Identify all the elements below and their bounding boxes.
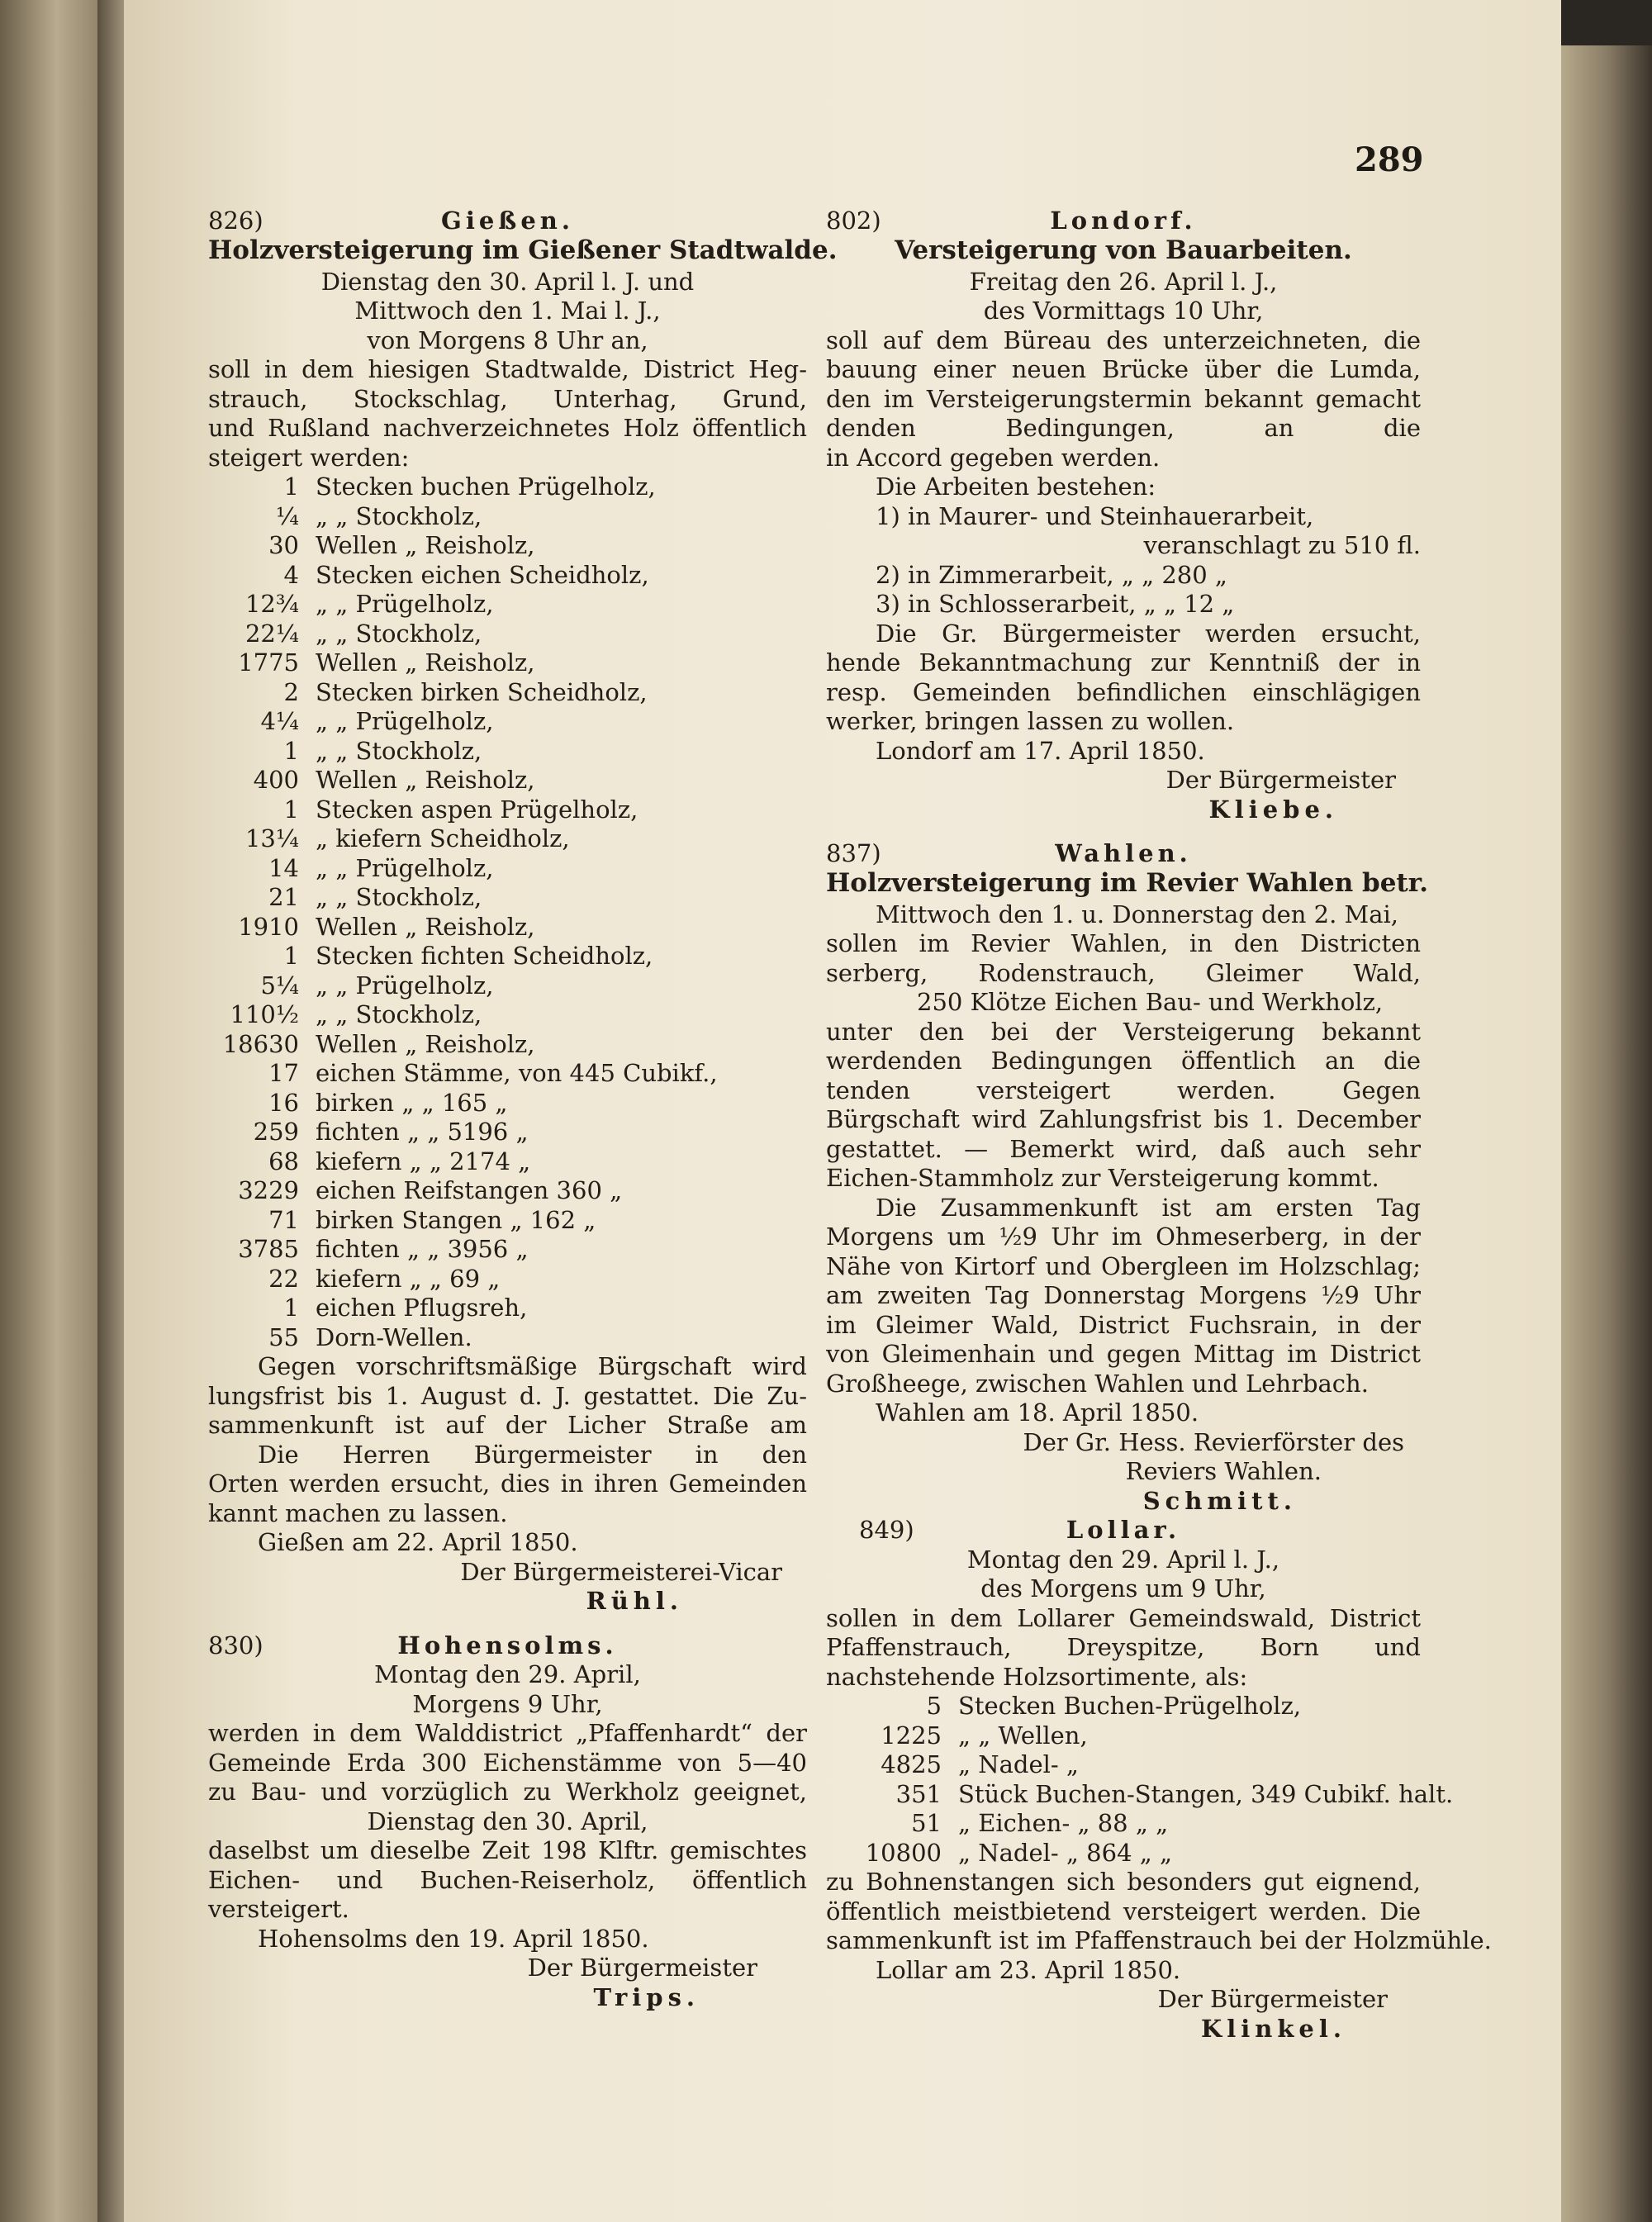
notice-830-header <box>208 1631 807 1661</box>
text-line: Pfaffenstrauch, Dreyspitze, Born und <box>826 1633 1421 1661</box>
item-quantity: 351 <box>895 1779 942 1808</box>
text-line: soll auf dem Büreau des unterzeichneten, die <box>826 325 1421 354</box>
text-line: resp. Gemeinden befindlichen einschlägigen <box>826 677 1421 706</box>
item-description: „ „ Stockholz, <box>316 619 482 648</box>
notice-time: des Vormittags 10 Uhr, <box>983 297 1264 325</box>
list-item <box>208 1059 807 1089</box>
item-quantity: ¼ <box>275 501 299 530</box>
item-description: eichen Stämme, von 445 Cubikf., <box>316 1059 718 1087</box>
item-description: „ „ Stockholz, <box>316 1000 482 1028</box>
notice-date: Montag den 29. April l. J., <box>966 1545 1280 1574</box>
list-item <box>208 971 807 1001</box>
list-item <box>208 854 807 884</box>
page-stack-edge <box>1561 45 1652 2222</box>
item-description: Wellen „ Reisholz, <box>316 531 535 559</box>
item-quantity: 1910 <box>238 912 299 941</box>
item-quantity: 21 <box>268 883 299 911</box>
item-description: „ „ Stockholz, <box>316 736 482 765</box>
item-quantity: 18630 <box>222 1029 299 1058</box>
work-item: 3) in Schlosserarbeit, „ „ 12 „ <box>876 590 1235 618</box>
text-line: Die Herren Bürgermeister in den <box>258 1440 807 1469</box>
notice-number: 830) <box>208 1631 263 1659</box>
item-quantity: 14 <box>268 853 299 882</box>
item-description: „ kiefern Scheidholz, <box>316 824 570 852</box>
text-line: sollen in dem Lollarer Gemeindswald, District <box>826 1603 1421 1632</box>
item-description: Stecken eichen Scheidholz, <box>316 560 649 589</box>
item-quantity: 1 <box>283 795 299 824</box>
text-line: steigert werden: <box>208 443 410 472</box>
text-line: daselbst um dieselbe Zeit 198 Klftr. gemischtes <box>208 1836 807 1864</box>
list-item <box>208 913 807 942</box>
item-quantity: 2 <box>283 677 299 706</box>
place-date: Hohensolms den 19. April 1850. <box>258 1924 649 1953</box>
list-item <box>208 1030 807 1060</box>
item-description: fichten „ „ 5196 „ <box>316 1118 529 1146</box>
previous-page-edge <box>0 0 103 2222</box>
place-date: Londorf am 17. April 1850. <box>876 736 1205 765</box>
item-description: „ „ Stockholz, <box>316 501 482 530</box>
work-item: 2) in Zimmerarbeit, „ „ 280 „ <box>876 560 1227 589</box>
item-description: Wellen „ Reisholz, <box>316 912 535 941</box>
item-quantity: 68 <box>268 1147 299 1175</box>
item-quantity: 4¼ <box>260 707 299 735</box>
text-line: zu Bau- und vorzüglich zu Werkholz geeignet, <box>208 1778 807 1806</box>
left-column <box>208 207 838 2012</box>
item-description: Stecken aspen Prügelholz, <box>316 795 638 824</box>
list-item <box>208 1089 807 1118</box>
item-description: „ „ Prügelholz, <box>316 707 494 735</box>
notice-date: Montag den 29. April, <box>374 1660 641 1688</box>
notice-place: Londorf. <box>1050 207 1197 235</box>
item-quantity: 51 <box>911 1809 942 1837</box>
list-item <box>208 795 807 825</box>
page-number: 289 <box>1355 140 1424 179</box>
item-description: „ Nadel- „ 864 „ „ <box>958 1838 1173 1867</box>
notice-time: Morgens 9 Uhr, <box>412 1689 603 1718</box>
list-item <box>208 824 807 854</box>
item-description: kiefern „ „ 69 „ <box>316 1264 501 1293</box>
text-line: versteigert. <box>208 1895 349 1923</box>
notice-date: Freitag den 26. April l. J., <box>969 267 1278 296</box>
item-quantity: 1225 <box>881 1721 942 1750</box>
item-quantity: 22¼ <box>244 619 299 648</box>
list-item <box>208 1176 807 1206</box>
text-line: unter den bei der Versteigerung bekannt <box>826 1017 1421 1046</box>
notice-place: Hohensolms. <box>397 1631 618 1659</box>
item-quantity: 5 <box>926 1692 942 1720</box>
list-item <box>208 942 807 971</box>
signatory-name: Rühl. <box>586 1587 683 1615</box>
item-quantity: 259 <box>253 1118 299 1146</box>
notice-time: von Morgens 8 Uhr an, <box>367 325 648 354</box>
wood-item: 250 Klötze Eichen Bau- und Werkholz, <box>917 988 1384 1016</box>
item-description: Wellen „ Reisholz, <box>316 766 535 794</box>
list-item <box>826 1750 1421 1780</box>
item-description: kiefern „ „ 2174 „ <box>316 1147 531 1175</box>
notice-802-header <box>826 207 1421 236</box>
signatory-name: Schmitt. <box>1142 1486 1297 1515</box>
list-item <box>208 648 807 678</box>
item-quantity: 12¾ <box>244 590 299 618</box>
item-description: „ „ Prügelholz, <box>316 590 494 618</box>
notice-number: 849) <box>859 1516 914 1544</box>
item-description: „ „ Prügelholz, <box>316 971 494 999</box>
text-line: Bürgschaft wird Zahlungsfrist bis 1. December <box>826 1105 1421 1133</box>
signatory-office: Der Gr. Hess. Revierförster des <box>1023 1427 1404 1456</box>
item-description: Stecken birken Scheidholz, <box>316 677 648 706</box>
text-line: werden in dem Walddistrict „Pfaffenhardt“ der <box>208 1719 807 1747</box>
list-item <box>208 883 807 913</box>
list-item <box>208 590 807 620</box>
item-description: Stecken Buchen-Prügelholz, <box>958 1692 1302 1720</box>
text-line: bauung einer neuen Brücke über die Lumda, <box>826 355 1421 383</box>
notice-date: Mittwoch den 1. u. Donnerstag den 2. Mai, <box>876 900 1399 928</box>
item-quantity: 1775 <box>238 648 299 677</box>
text-line: werker, bringen lassen zu wollen. <box>826 707 1235 735</box>
list-item <box>208 1206 807 1236</box>
item-description: „ „ Stockholz, <box>316 883 482 911</box>
item-quantity: 4 <box>283 560 299 589</box>
item-quantity: 1 <box>283 942 299 970</box>
item-description: Dorn-Wellen. <box>316 1322 472 1351</box>
item-quantity: 5¼ <box>260 971 299 999</box>
item-description: „ „ Prügelholz, <box>316 853 494 882</box>
right-column <box>826 207 1492 2044</box>
text-line: strauch, Stockschlag, Unterhag, Grund, <box>208 384 807 413</box>
item-quantity: 17 <box>268 1059 299 1087</box>
list-item <box>208 737 807 767</box>
text-line: und Rußland nachverzeichnetes Holz öffentlich <box>208 414 807 442</box>
text-line: von Gleimenhain und gegen Mittag im District <box>826 1340 1421 1368</box>
notice-849-header <box>826 1516 1421 1545</box>
item-quantity: 3229 <box>238 1176 299 1204</box>
item-quantity: 1 <box>283 736 299 765</box>
list-item <box>826 1809 1421 1839</box>
signatory-office: Reviers Wahlen. <box>1125 1457 1322 1485</box>
notice-837-header <box>826 839 1421 869</box>
work-estimate: veranschlagt zu 510 fl. <box>1143 531 1421 559</box>
list-item <box>208 1118 807 1147</box>
list-item <box>826 1692 1421 1721</box>
list-item <box>208 766 807 795</box>
item-description: Stecken buchen Prügelholz, <box>316 472 656 501</box>
list-item <box>826 1721 1421 1751</box>
list-item <box>208 472 807 502</box>
notice-title: Versteigerung von Bauarbeiten. <box>895 235 1352 265</box>
notice-place: Wahlen. <box>1055 839 1192 867</box>
text-line: Eichen- und Buchen-Reiserholz, öffentlich <box>208 1865 807 1894</box>
notice-number: 837) <box>826 839 881 867</box>
wood-list <box>208 472 807 1352</box>
notice-date: Dienstag den 30. April, <box>367 1807 648 1835</box>
text-line: Großheege, zwischen Wahlen und Lehrbach. <box>826 1369 1369 1398</box>
text-line: Nähe von Kirtorf und Obergleen im Holzschlag; <box>826 1251 1421 1280</box>
text-line: Gegen vorschriftsmäßige Bürgschaft wird <box>258 1352 807 1380</box>
wood-list <box>826 1692 1454 1868</box>
text-line: Gemeinde Erda 300 Eichenstämme von 5—40 <box>208 1748 807 1777</box>
item-quantity: 71 <box>268 1205 299 1234</box>
list-item <box>208 1265 807 1294</box>
list-item <box>208 1323 807 1353</box>
text-line: soll in dem hiesigen Stadtwalde, District Heg- <box>208 355 807 383</box>
item-description: eichen Reifstangen 360 „ <box>316 1176 623 1204</box>
notice-number: 826) <box>208 207 263 235</box>
work-item: 1) in Maurer- und Steinhauerarbeit, <box>876 501 1314 530</box>
notice-time: des Morgens um 9 Uhr, <box>980 1574 1266 1602</box>
item-description: „ Nadel- „ <box>958 1750 1079 1778</box>
notice-date: Dienstag den 30. April l. J. und <box>320 267 695 296</box>
item-quantity: 30 <box>268 531 299 559</box>
signatory-name: Trips. <box>593 1982 700 2011</box>
text-line: Morgens um ½9 Uhr im Ohmeserberg, in der <box>826 1223 1421 1251</box>
text-line: den im Versteigerungstermin bekannt gemacht <box>826 384 1421 413</box>
signatory-name: Kliebe. <box>1208 795 1338 824</box>
list-item <box>208 1000 807 1030</box>
text-line: im Gleimer Wald, District Fuchsrain, in der <box>826 1310 1421 1339</box>
place-date: Wahlen am 18. April 1850. <box>876 1398 1199 1427</box>
list-item <box>208 531 807 561</box>
text-line: sammenkunft ist im Pfaffenstrauch bei der Holzmühle. <box>826 1926 1492 1954</box>
item-quantity: 1 <box>283 472 299 501</box>
notice-title: Holzversteigerung im Gießener Stadtwalde. <box>208 235 838 265</box>
item-quantity: 400 <box>253 766 299 794</box>
text-line: hende Bekanntmachung zur Kenntniß der in <box>826 648 1421 677</box>
item-description: Wellen „ Reisholz, <box>316 1029 535 1058</box>
item-quantity: 16 <box>268 1088 299 1117</box>
list-item <box>208 1147 807 1177</box>
place-date: Lollar am 23. April 1850. <box>876 1955 1181 1984</box>
item-quantity: 22 <box>268 1264 299 1293</box>
signatory-office: Der Bürgermeister <box>527 1954 757 1982</box>
list-item <box>826 1779 1454 1810</box>
notice-title: Holzversteigerung im Revier Wahlen betr. <box>826 867 1429 898</box>
works-intro: Die Arbeiten bestehen: <box>876 472 1156 501</box>
text-line: Orten werden ersucht, dies in ihren Gemeinden <box>208 1469 807 1498</box>
list-item <box>208 502 807 532</box>
text-line: kannt machen zu lassen. <box>208 1498 508 1527</box>
text-line: am zweiten Tag Donnerstag Morgens ½9 Uhr <box>826 1281 1421 1309</box>
place-date: Gießen am 22. April 1850. <box>258 1528 578 1556</box>
list-item <box>208 678 807 708</box>
notice-place: Lollar. <box>1066 1516 1181 1544</box>
text-line: sammenkunft ist auf der Licher Straße am <box>208 1411 807 1439</box>
text-line: zu Bohnenstangen sich besonders gut eignend, <box>826 1868 1421 1896</box>
notice-826-header <box>208 207 807 236</box>
text-line: serberg, Rodenstrauch, Gleimer Wald, <box>826 958 1421 987</box>
text-line: denden Bedingungen, an die <box>826 414 1421 442</box>
list-item <box>208 1235 807 1265</box>
text-line: Die Zusammenkunft ist am ersten Tag <box>876 1193 1421 1222</box>
item-quantity: 10800 <box>865 1838 942 1867</box>
item-description: Wellen „ Reisholz, <box>316 648 535 677</box>
text-line: Die Gr. Bürgermeister werden ersucht, <box>876 619 1421 648</box>
signatory-name: Klinkel. <box>1201 2014 1346 2043</box>
list-item <box>208 1294 807 1323</box>
text-line: öffentlich meistbietend versteigert werden. Die <box>826 1897 1421 1925</box>
item-quantity: 4825 <box>881 1750 942 1778</box>
list-item <box>208 707 807 737</box>
item-quantity: 3785 <box>238 1235 299 1263</box>
item-description: birken Stangen „ 162 „ <box>316 1205 596 1234</box>
notice-number: 802) <box>826 207 881 235</box>
text-line: nachstehende Holzsortimente, als: <box>826 1662 1248 1691</box>
item-description: fichten „ „ 3956 „ <box>316 1235 529 1263</box>
signatory-office: Der Bürgermeister <box>1165 766 1396 794</box>
text-line: lungsfrist bis 1. August d. J. gestattet. Die Zu- <box>208 1381 807 1410</box>
text-line: in Accord gegeben werden. <box>826 443 1161 472</box>
item-quantity: 13¼ <box>244 824 299 852</box>
list-item <box>208 561 807 591</box>
item-description: „ „ Wellen, <box>958 1721 1088 1750</box>
text-line: tenden versteigert werden. Gegen <box>826 1075 1421 1104</box>
list-item <box>208 620 807 649</box>
item-description: Stück Buchen-Stangen, 349 Cubikf. halt. <box>958 1779 1454 1808</box>
item-description: „ Eichen- „ 88 „ „ <box>958 1809 1169 1837</box>
item-quantity: 1 <box>283 1294 299 1322</box>
item-quantity: 110½ <box>230 1000 299 1028</box>
text-line: sollen im Revier Wahlen, in den Districten <box>826 929 1421 957</box>
notice-date: Mittwoch den 1. Mai l. J., <box>354 297 661 325</box>
item-description: Stecken fichten Scheidholz, <box>316 942 653 970</box>
item-description: birken „ „ 165 „ <box>316 1088 508 1117</box>
item-quantity: 55 <box>268 1322 299 1351</box>
signatory-office: Der Bürgermeisterei-Vicar <box>460 1557 782 1586</box>
signatory-office: Der Bürgermeister <box>1157 1985 1388 2013</box>
notice-place: Gießen. <box>441 207 574 235</box>
text-line: gestattet. — Bemerkt wird, daß auch sehr <box>826 1134 1421 1163</box>
list-item <box>826 1839 1421 1868</box>
item-description: eichen Pflugsreh, <box>316 1294 528 1322</box>
text-line: werdenden Bedingungen öffentlich an die <box>826 1047 1421 1075</box>
text-line: Eichen-Stammholz zur Versteigerung kommt. <box>826 1164 1379 1192</box>
